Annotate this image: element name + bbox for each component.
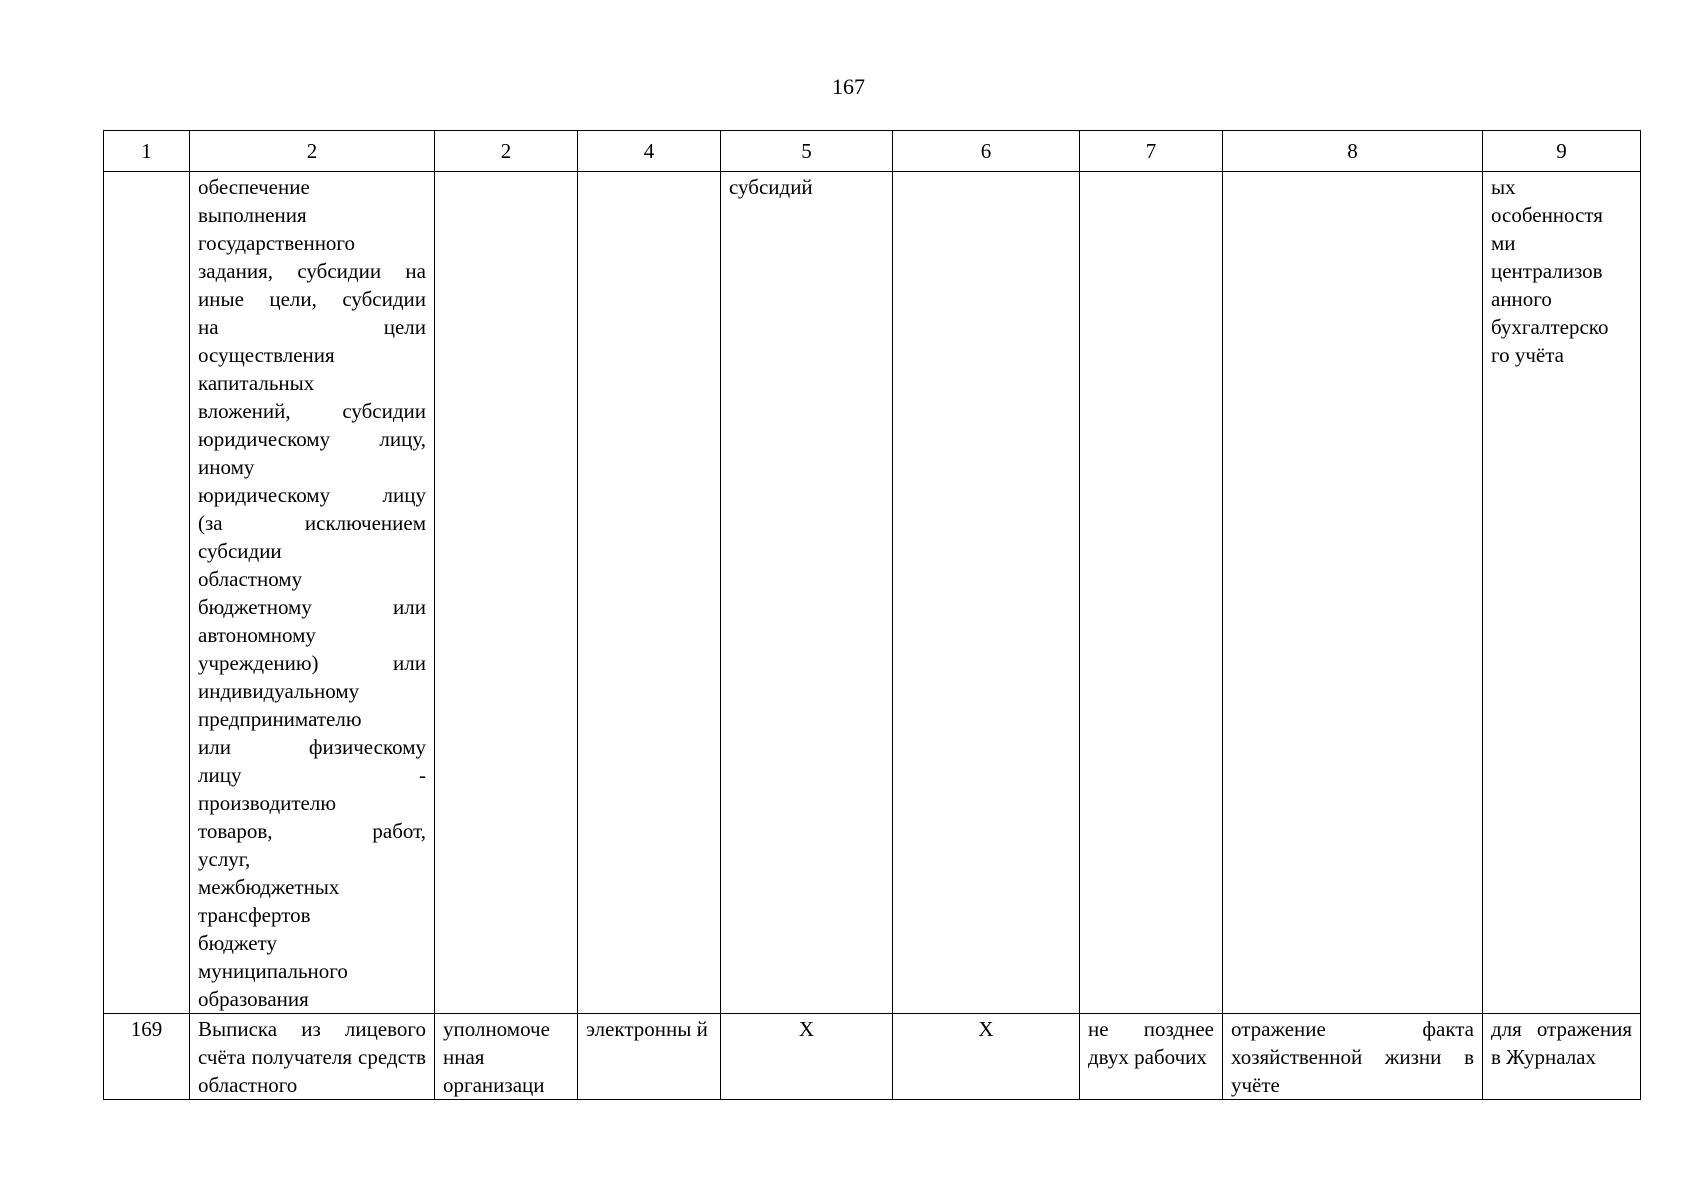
row-169-cell-6: Х — [893, 1014, 1080, 1100]
row-169-cell-5: Х — [721, 1014, 893, 1100]
text-line: ых — [1491, 175, 1516, 199]
text-line: го учёта — [1491, 343, 1564, 367]
row-169-cell-8 — [1223, 1014, 1483, 1100]
cont-cell-2 — [190, 172, 435, 1014]
text-line: централизов — [1491, 259, 1603, 283]
header-cell-4: 4 — [578, 131, 721, 172]
text-line: автономному — [198, 623, 316, 647]
row-169-format: электронны й — [586, 1017, 708, 1041]
text-line: осуществления — [198, 343, 335, 367]
row-169-deadline: не позднее двух рабочих — [1088, 1017, 1214, 1069]
cont-cell-2-text — [198, 173, 426, 1013]
text-line: иные цели, субсидии — [198, 287, 426, 311]
text-line: бюджетному или — [198, 595, 426, 619]
row-169-cell-9 — [1483, 1014, 1641, 1100]
row-169-cell-2 — [190, 1014, 435, 1100]
text-line: межбюджетных — [198, 875, 340, 899]
row-169-responsible: уполномоче нная организаци — [443, 1017, 550, 1097]
text-line: производителю — [198, 791, 337, 815]
text-line: обеспечение — [198, 175, 310, 199]
text-line: индивидуальному — [198, 679, 360, 703]
cont-cell-6 — [893, 172, 1080, 1014]
row-169-purpose: отражение факта хозяйственной жизни в учёте — [1231, 1017, 1474, 1097]
text-line: выполнения — [198, 203, 307, 227]
text-line: (за исключением — [198, 511, 426, 535]
text-line: анного — [1491, 287, 1552, 311]
text-line: капитальных — [198, 371, 315, 395]
text-line: иному — [198, 455, 255, 479]
text-line: юридическому лицу, — [198, 427, 426, 451]
text-line: бюджету — [198, 931, 277, 955]
row-169-cell-7 — [1080, 1014, 1223, 1100]
header-cell-9: 9 — [1483, 131, 1641, 172]
text-line: или физическому — [198, 735, 426, 759]
cont-cell-5: субсидий — [721, 172, 893, 1014]
row-169-number: 169 — [104, 1014, 190, 1100]
text-line: особенностя — [1491, 203, 1603, 227]
header-cell-5: 5 — [721, 131, 893, 172]
cont-cell-9-text — [1491, 173, 1632, 369]
document-table — [103, 130, 1641, 1100]
text-line: государственного — [198, 231, 356, 255]
text-line: трансфертов — [198, 903, 311, 927]
header-cell-2: 2 — [190, 131, 435, 172]
cont-cell-7 — [1080, 172, 1223, 1014]
table-row-169 — [104, 1014, 1641, 1100]
text-line: услуг, — [198, 847, 251, 871]
text-line: бухгалтерско — [1491, 315, 1609, 339]
header-cell-3: 2 — [435, 131, 578, 172]
header-cell-8: 8 — [1223, 131, 1483, 172]
row-169-cell-3 — [435, 1014, 578, 1100]
text-line: задания, субсидии на — [198, 259, 426, 283]
text-line: муниципального — [198, 959, 348, 983]
text-line: лицу - — [198, 763, 426, 787]
cont-cell-4 — [578, 172, 721, 1014]
cont-cell-8 — [1223, 172, 1483, 1014]
text-line: юридическому лицу — [198, 483, 426, 507]
text-line: субсидии — [198, 539, 282, 563]
table-row-continuation — [104, 172, 1641, 1014]
text-line: вложений, субсидии — [198, 399, 426, 423]
header-cell-7: 7 — [1080, 131, 1223, 172]
cont-cell-1 — [104, 172, 190, 1014]
text-line: образования — [198, 987, 309, 1011]
text-line: на цели — [198, 315, 426, 339]
header-cell-6: 6 — [893, 131, 1080, 172]
text-line: предпринимателю — [198, 707, 362, 731]
page-number: 167 — [832, 74, 865, 99]
header-cell-1: 1 — [104, 131, 190, 172]
row-169-usage: для отражения в Журналах — [1491, 1017, 1632, 1069]
cont-cell-3 — [435, 172, 578, 1014]
text-line: областному — [198, 567, 303, 591]
row-169-document-name: Выписка из лицевого счёта получателя средств областного — [198, 1017, 426, 1097]
row-169-cell-4 — [578, 1014, 721, 1100]
cont-cell-9 — [1483, 172, 1641, 1014]
text-line: ми — [1491, 231, 1516, 255]
text-line: товаров, работ, — [198, 819, 426, 843]
table-header-row — [104, 131, 1641, 172]
text-line: учреждению) или — [198, 651, 426, 675]
